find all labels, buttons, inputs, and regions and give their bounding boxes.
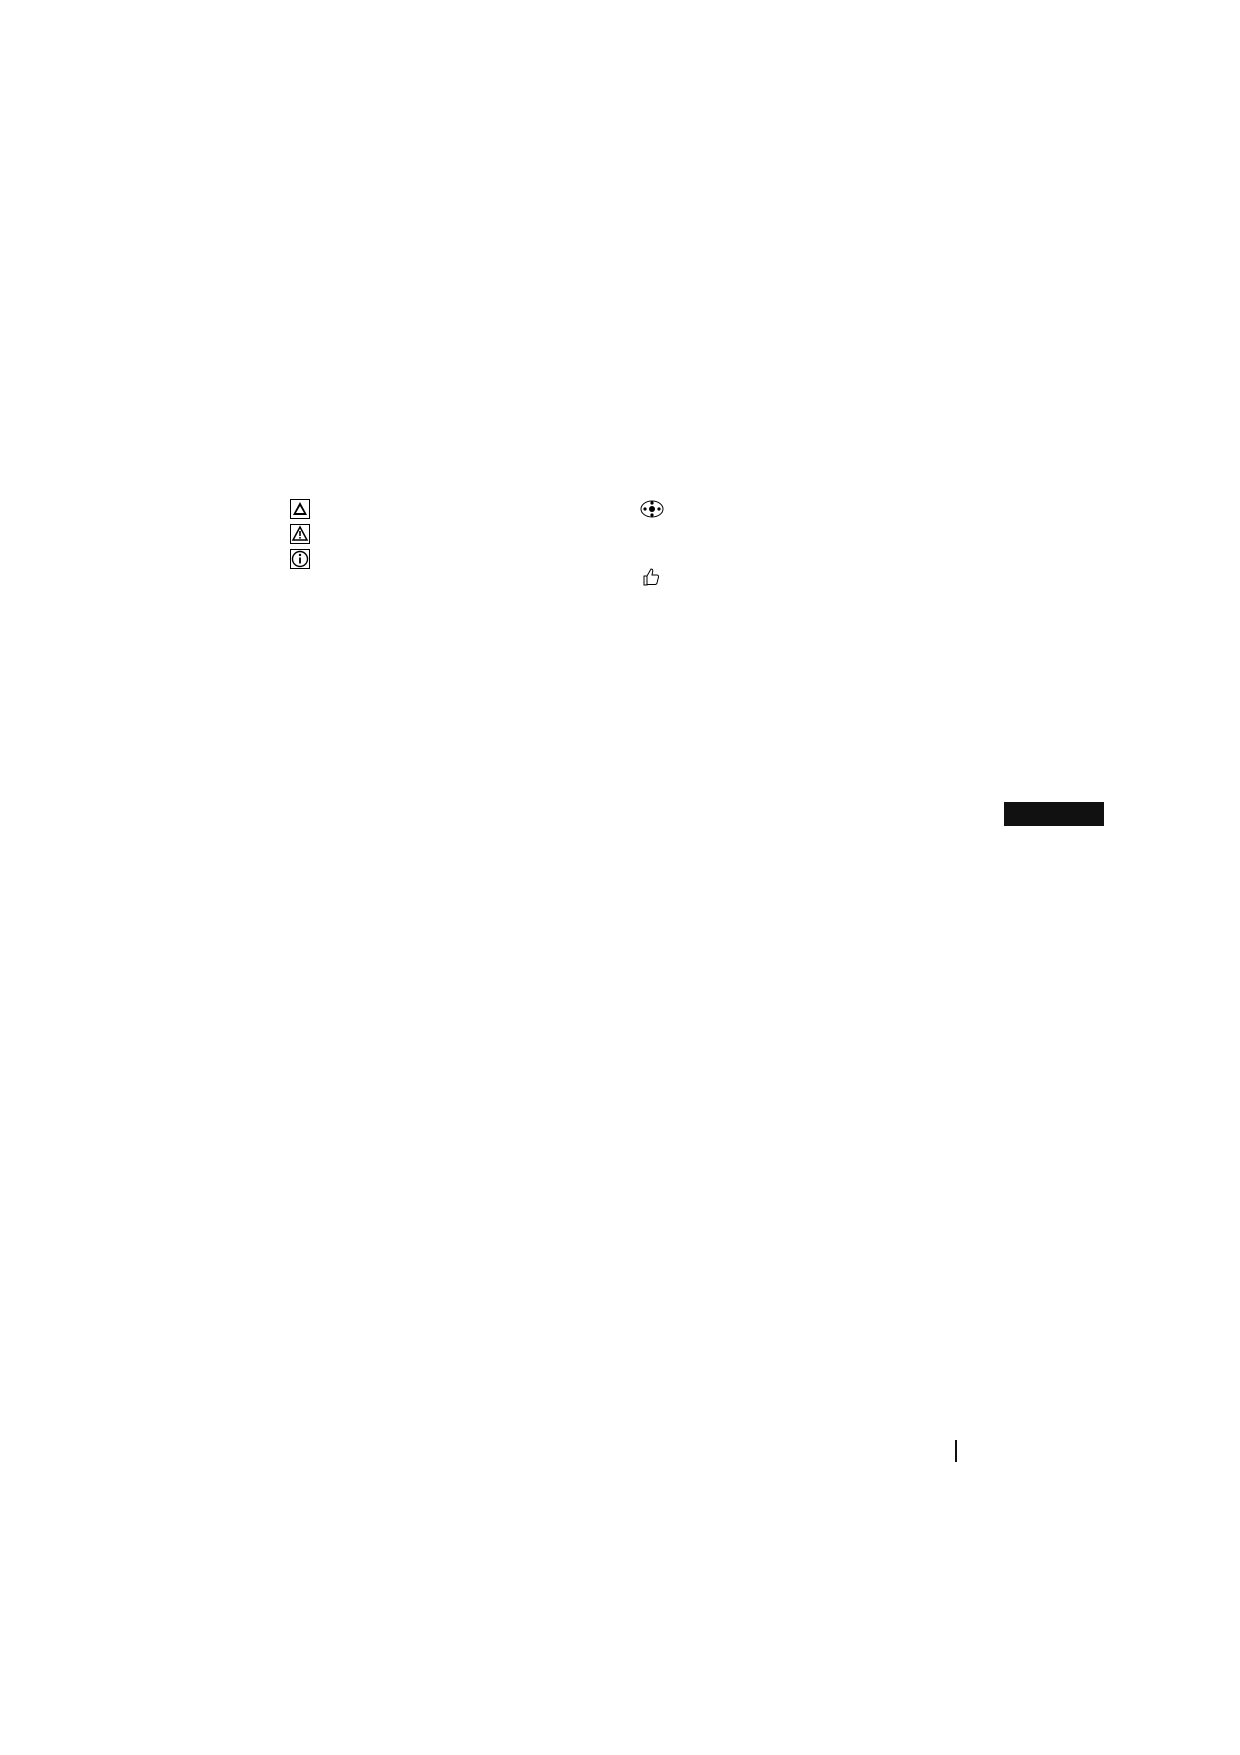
thumbs-up-icon (641, 567, 661, 592)
warning-triangle-icon (290, 499, 310, 524)
symbol-item (290, 524, 318, 549)
symbol-item (633, 567, 665, 592)
language-tab (1004, 802, 1104, 826)
note-triangle-icon (290, 524, 310, 549)
remote-keys-icon (639, 498, 665, 525)
symbol-item (290, 499, 318, 524)
symbol-item (290, 549, 318, 574)
footer-divider (955, 1440, 957, 1462)
info-circle-icon (290, 549, 310, 574)
symbol-item (633, 498, 665, 525)
